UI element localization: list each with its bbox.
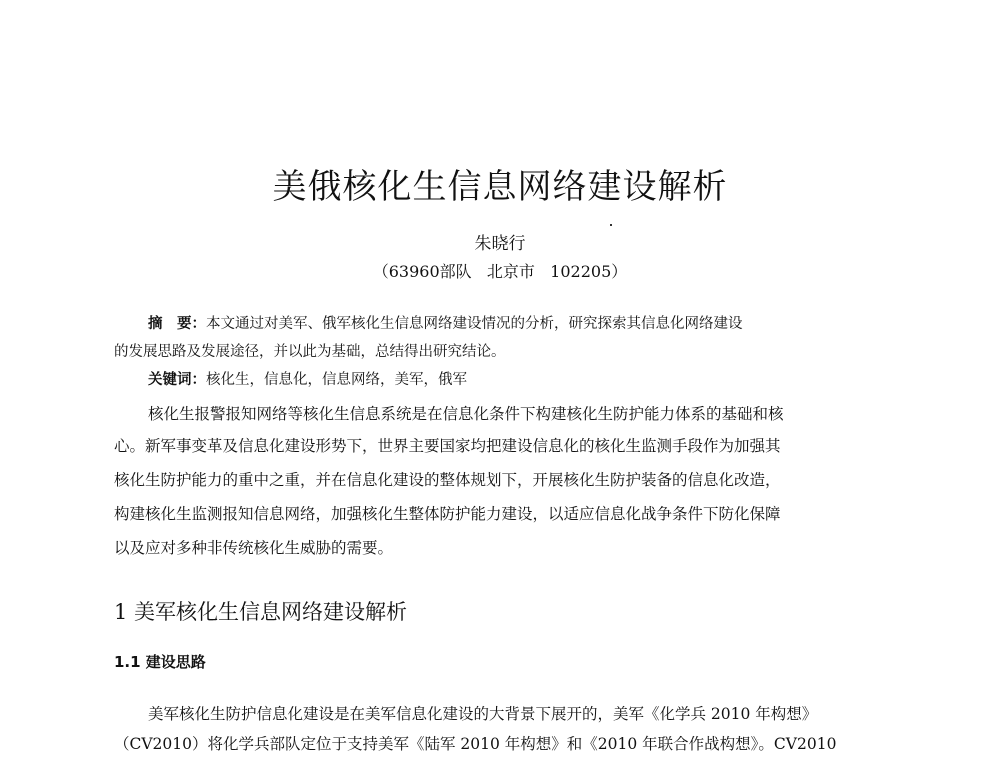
keywords-label: 关键词： [148,372,206,388]
intro-line: 以及应对多种非传统核化生威胁的需要。 [114,539,394,557]
keywords-line [114,368,890,392]
author-affiliation: （63960部队 北京市 102205） [372,262,628,281]
section-body-line: （CV2010）将化学兵部队定位于支持美军《陆军 2010 年构想》和《2010 年联合作战构想》。CV2010 [114,735,837,753]
paper-title: 美俄核化生信息网络建设解析 [272,167,728,207]
abstract-text-1: 本文通过对美军、俄军核化生信息网络建设情况的分析，研究探索其信息化网络建设 [206,316,743,332]
intro-line: 核化生报警报知网络等核化生信息系统是在信息化条件下构建核化生防护能力体系的基础和核 [148,405,784,423]
intro-line: 核化生防护能力的重中之重，并在信息化建设的整体规划下，开展核化生防护装备的信息化改造， [114,471,781,489]
intro-line: 构建核化生监测报知信息网络，加强核化生整体防护能力建设，以适应信息化战争条件下防化保障 [114,505,781,523]
section-heading: 1 美军核化生信息网络建设解析 [114,600,408,624]
abstract-label: 摘 要： [148,316,206,332]
author-name: 朱晓行 [474,234,526,254]
section-body-line: 美军核化生防护信息化建设是在美军信息化建设的大背景下展开的，美军《化学兵 2010 年构想》 [148,705,818,723]
abstract-line-1 [114,312,890,336]
subsection-heading: 1.1 建设思路 [114,653,206,671]
intro-line: 心。新军事变革及信息化建设形势下，世界主要国家均把建设信息化的核化生监测手段作为加强其 [114,437,781,455]
abstract-line-2: 的发展思路及发展途径，并以此为基础，总结得出研究结论。 [114,344,506,360]
keywords-text: 核化生，信息化，信息网络，美军，俄军 [206,372,467,388]
scan-speck [610,224,612,226]
